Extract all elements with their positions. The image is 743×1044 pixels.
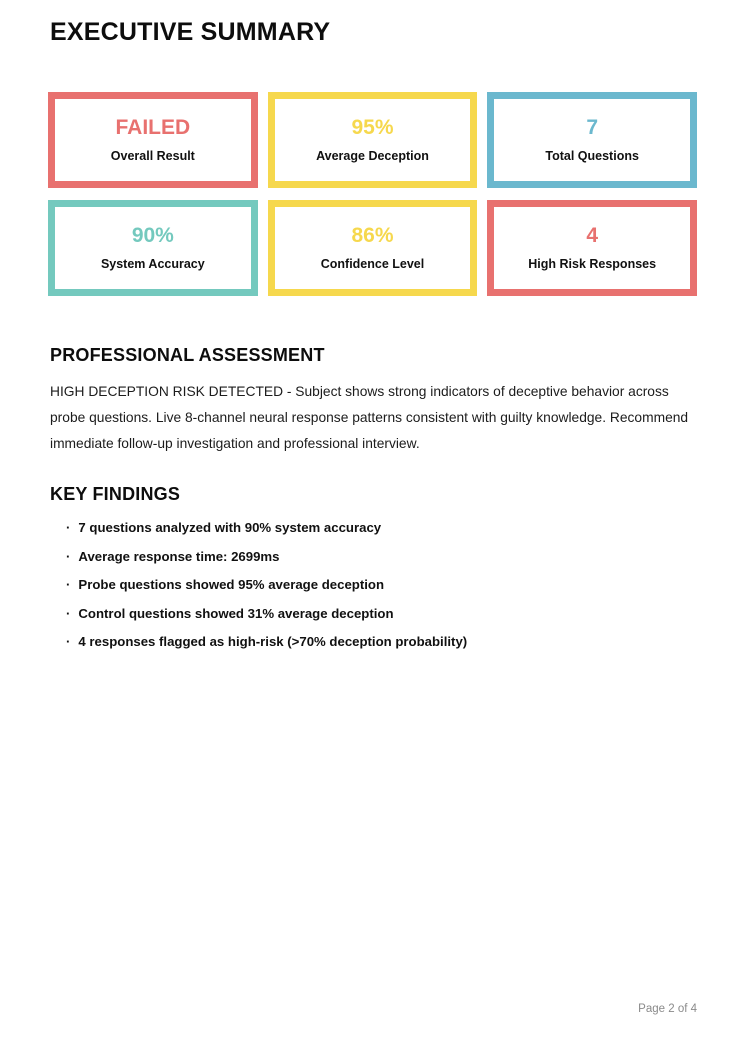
finding-text: Average response time: 2699ms: [78, 548, 280, 564]
metric-value: FAILED: [115, 116, 191, 139]
metrics-grid: [48, 92, 697, 296]
metric-label: Confidence Level: [320, 257, 425, 271]
finding-text: 7 questions analyzed with 90% system accuracy: [78, 520, 382, 535]
bullet-dot: ·: [66, 605, 71, 621]
metric-label: System Accuracy: [100, 257, 205, 271]
finding-text: Control questions showed 31% average deception: [78, 605, 394, 621]
page-number: Page 2 of 4: [638, 1003, 697, 1015]
metric-value: 95%: [351, 116, 394, 139]
page-title: EXECUTIVE SUMMARY: [50, 18, 331, 46]
finding-text: Probe questions showed 95% average deception: [78, 577, 385, 592]
assessment-body-text: HIGH DECEPTION RISK DETECTED - Subject shows strong indicators of deceptive behavior across probe questions. Live 8-channel neural response patterns consistent with guilty knowledge. Recommend immediate follow-up investigation and professional interview.: [50, 384, 689, 451]
finding-text: 4 responses flagged as high-risk (>70% deception probability): [78, 634, 468, 649]
finding-item: [66, 606, 686, 622]
metric-card-overall-result: [48, 92, 258, 188]
bullet-dot: ·: [66, 577, 71, 592]
assessment-section-heading: PROFESSIONAL ASSESSMENT: [50, 345, 325, 365]
bullet-dot: ·: [66, 520, 71, 535]
metric-card-total-questions: [487, 92, 697, 188]
finding-item: [66, 520, 686, 536]
bullet-dot: ·: [66, 548, 71, 564]
metric-label: High Risk Responses: [528, 257, 657, 271]
metric-value: 90%: [131, 224, 174, 247]
metric-value: 86%: [351, 224, 394, 247]
metric-label: Total Questions: [545, 149, 639, 163]
metric-card-high-risk-responses: [487, 200, 697, 296]
metric-value: 7: [586, 116, 598, 139]
metric-label: Average Deception: [316, 149, 429, 163]
finding-item: [66, 549, 686, 565]
findings-list: [66, 520, 686, 663]
metric-card-system-accuracy: [48, 200, 258, 296]
metric-card-average-deception: [268, 92, 478, 188]
metric-label: Overall Result: [110, 149, 195, 163]
finding-item: [66, 577, 686, 593]
finding-item: [66, 634, 686, 650]
metric-value: 4: [586, 224, 598, 247]
findings-section-heading: KEY FINDINGS: [50, 484, 181, 504]
bullet-dot: ·: [66, 634, 71, 649]
metric-card-confidence-level: [268, 200, 478, 296]
